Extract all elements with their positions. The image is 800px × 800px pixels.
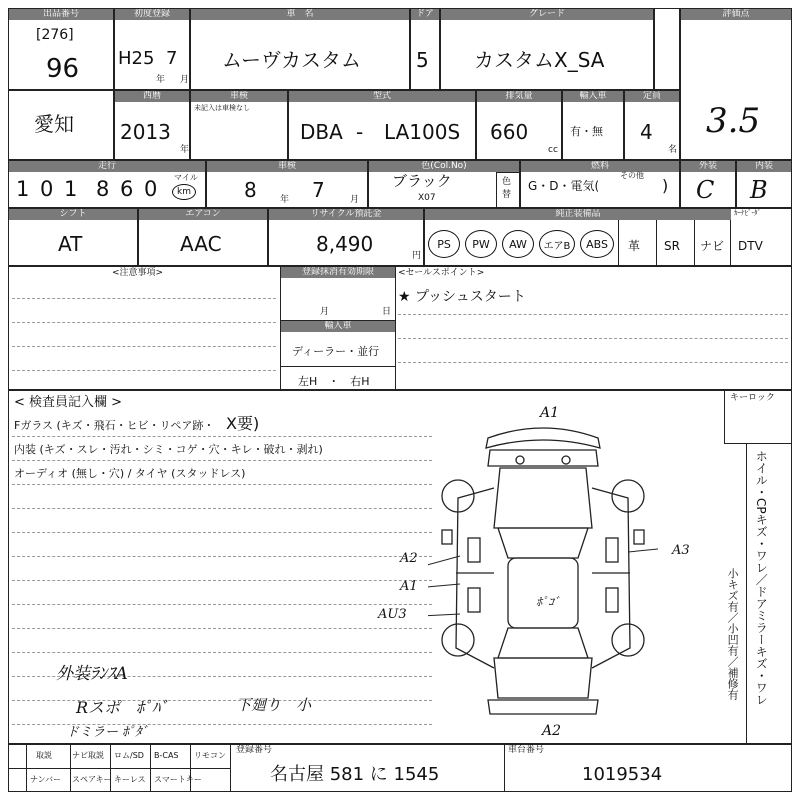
inspect-label: 車検 <box>207 161 367 172</box>
keylock-label: キーロック <box>730 393 775 403</box>
displacement-label: 排気量 <box>477 91 561 102</box>
recycle: 8,490 <box>316 232 374 256</box>
mileage-digit-5: 6 <box>120 177 134 201</box>
year-unit2: 年 <box>180 145 190 155</box>
tv-label: ｶｰﾅﾋﾞ-ﾀﾞ <box>734 209 762 217</box>
score-value: 3.5 <box>706 101 761 141</box>
extra-navi: ナビ <box>700 239 725 253</box>
plate-label: 登録番号 <box>236 745 273 755</box>
ac-label: エアコン <box>139 209 267 220</box>
footer-remote: リモコン <box>194 751 226 760</box>
diag-left-rear: AU3 <box>378 607 407 622</box>
auction-sheet <box>8 8 792 792</box>
displacement: 660 <box>490 120 529 144</box>
caution-label: <注意事項> <box>112 268 164 278</box>
lot-sub: [276] <box>36 27 74 43</box>
inspect-month-unit: 月 <box>350 195 360 205</box>
plate-number: 名古屋 581 に 1545 <box>270 764 440 785</box>
dealer-option: ディーラー・並行 <box>292 345 380 358</box>
diag-rear: A2 <box>542 723 562 739</box>
color-change-label: 色替 <box>502 177 512 200</box>
mile-label: マイル <box>174 173 198 182</box>
import-label: 輸入車 <box>563 91 623 102</box>
inspect-year-unit: 年 <box>280 195 290 205</box>
inspector-line1-mark: X要) <box>226 414 260 433</box>
year: 2013 <box>120 120 171 144</box>
spacer-cell <box>654 8 680 90</box>
diag-right: A3 <box>672 543 690 558</box>
equip-ps: PS <box>428 230 460 258</box>
cc-unit: cc <box>548 145 558 155</box>
equip-pw: PW <box>465 230 497 258</box>
vin-label: 車台番号 <box>508 745 545 755</box>
year-unit: 年 <box>156 75 166 85</box>
first-reg-era: H25 <box>118 48 155 69</box>
inspector-line1: Fガラス (キズ・飛石・ヒビ・リペア跡・ <box>14 419 215 432</box>
lot-label: 出品番号 <box>9 9 113 20</box>
hand-note-2: Rスポ ﾎﾟﾊﾞ <box>76 698 169 717</box>
diag-left-mid: A1 <box>400 579 418 594</box>
recycle-label: リサイクル預託金 <box>269 209 423 220</box>
car-name: ムーヴカスタム <box>222 48 361 72</box>
first-reg-month: 7 <box>166 48 178 69</box>
grade: カスタムX_SA <box>474 48 605 72</box>
under-note: 下廻り 小 <box>236 696 312 714</box>
dereg-month: 月 <box>320 307 330 317</box>
model-dash: - <box>356 120 364 144</box>
shift: AT <box>58 232 83 256</box>
footer-navi-manual: ナビ取説 <box>72 751 104 760</box>
diag-left-front: A2 <box>400 551 418 566</box>
diag-roof: ﾎﾟｺﾞ <box>536 595 561 609</box>
month-unit: 月 <box>180 75 190 85</box>
mileage-digit-4: 8 <box>96 177 110 201</box>
ac: AAC <box>180 232 222 256</box>
dereg-label: 登録抹消有効期限 <box>281 267 395 278</box>
km-badge: km <box>172 184 196 200</box>
footer-bcas: B-CAS <box>154 751 179 760</box>
footer-keyless: キーレス <box>114 775 146 784</box>
capacity: 4 <box>640 120 653 144</box>
mileage-digit-1: 1 <box>16 177 30 201</box>
import-car-label: 輸入車 <box>281 321 395 332</box>
inspector-line3: オーディオ (無し・穴) / タイヤ (スタッドレス) <box>14 467 246 480</box>
first-reg-label: 初度登録 <box>115 9 189 20</box>
mileage-digit-6: 0 <box>144 177 158 201</box>
mileage-label: 走行 <box>9 161 205 172</box>
extra-leather: 革 <box>628 239 641 253</box>
footer-rom: ロム/SD <box>114 751 144 760</box>
inspect-month: 7 <box>312 178 325 202</box>
interior-grade: B <box>750 176 768 204</box>
fuel-other: その他 <box>620 171 644 180</box>
mileage-digit-2: 0 <box>40 177 54 201</box>
legend-vertical-2: 小キズ有／小凹有／補修有 <box>726 568 740 700</box>
import-value: 有・無 <box>570 125 603 138</box>
exterior-grade: C <box>696 176 715 204</box>
fuel-value: G・D・電気( <box>528 179 600 193</box>
extra-dtv: DTV <box>738 239 763 253</box>
footer-manual: 取説 <box>36 751 52 760</box>
mileage-digit-3: 1 <box>64 177 78 201</box>
fuel-label: 燃料 <box>521 161 679 172</box>
lot-number: 96 <box>46 54 80 84</box>
car-name-label: 車 名 <box>191 9 409 20</box>
yen-unit: 円 <box>412 251 422 261</box>
exterior-label: 外装 <box>681 161 735 172</box>
fuel-close: ) <box>662 176 669 195</box>
shift-label: シフト <box>9 209 137 220</box>
inspect-year: 8 <box>244 178 257 202</box>
model-prefix: DBA <box>300 120 343 144</box>
model: LA100S <box>384 120 461 144</box>
equip-airbag: エアB <box>539 230 575 258</box>
diag-front: A1 <box>540 405 560 421</box>
notes-area <box>8 266 792 390</box>
color-code: X07 <box>418 193 436 203</box>
grade-label: グレード <box>441 9 653 20</box>
capacity-unit: 名 <box>668 145 678 155</box>
vin: 1019534 <box>582 764 663 785</box>
equip-aw: AW <box>502 230 534 258</box>
model-label: 型式 <box>289 91 475 102</box>
inspector-line2: 内装 (キズ・スレ・汚れ・シミ・コゲ・穴・キレ・破れ・剥れ) <box>14 443 323 456</box>
legend-vertical: ホイル・CPキズ・ワレ／ドアミラーキズ・ワレ <box>754 450 769 706</box>
inspector-title: < 検査員記入欄 > <box>14 395 123 410</box>
capacity-label: 定員 <box>625 91 679 102</box>
extra-sr: SR <box>664 239 680 253</box>
region: 愛知 <box>34 112 74 136</box>
inspection-note: 未記入は車検なし <box>194 104 250 112</box>
equip-label: 純正装備品 <box>425 209 731 220</box>
hand-note-1: 外装ﾗﾝｽA <box>56 664 128 684</box>
color-label: 色(Col.No) <box>369 161 519 172</box>
year-label: 西暦 <box>115 91 189 102</box>
sales-label: <セールスポイント> <box>398 268 485 278</box>
interior-label: 内装 <box>737 161 791 172</box>
sales-point: ★ プッシュスタート <box>398 289 526 305</box>
hand-note-3: ドミラー ﾎﾟﾀﾞ <box>66 725 149 740</box>
car-diagram <box>428 405 658 738</box>
handle-option: 左H ・ 右H <box>298 375 370 388</box>
equip-abs: ABS <box>580 230 614 258</box>
door-count: 5 <box>416 48 429 72</box>
color: ブラック <box>392 172 452 190</box>
footer-smart-key: スマートキー <box>154 775 202 784</box>
footer-spare-key: スペアキー <box>72 775 112 784</box>
dereg-day: 日 <box>382 307 392 317</box>
footer-plate-item: ナンバー <box>30 775 62 784</box>
door-label: ドア <box>411 9 439 20</box>
score-label: 評価点 <box>681 9 791 20</box>
inspection-label: 車検 <box>191 91 287 102</box>
